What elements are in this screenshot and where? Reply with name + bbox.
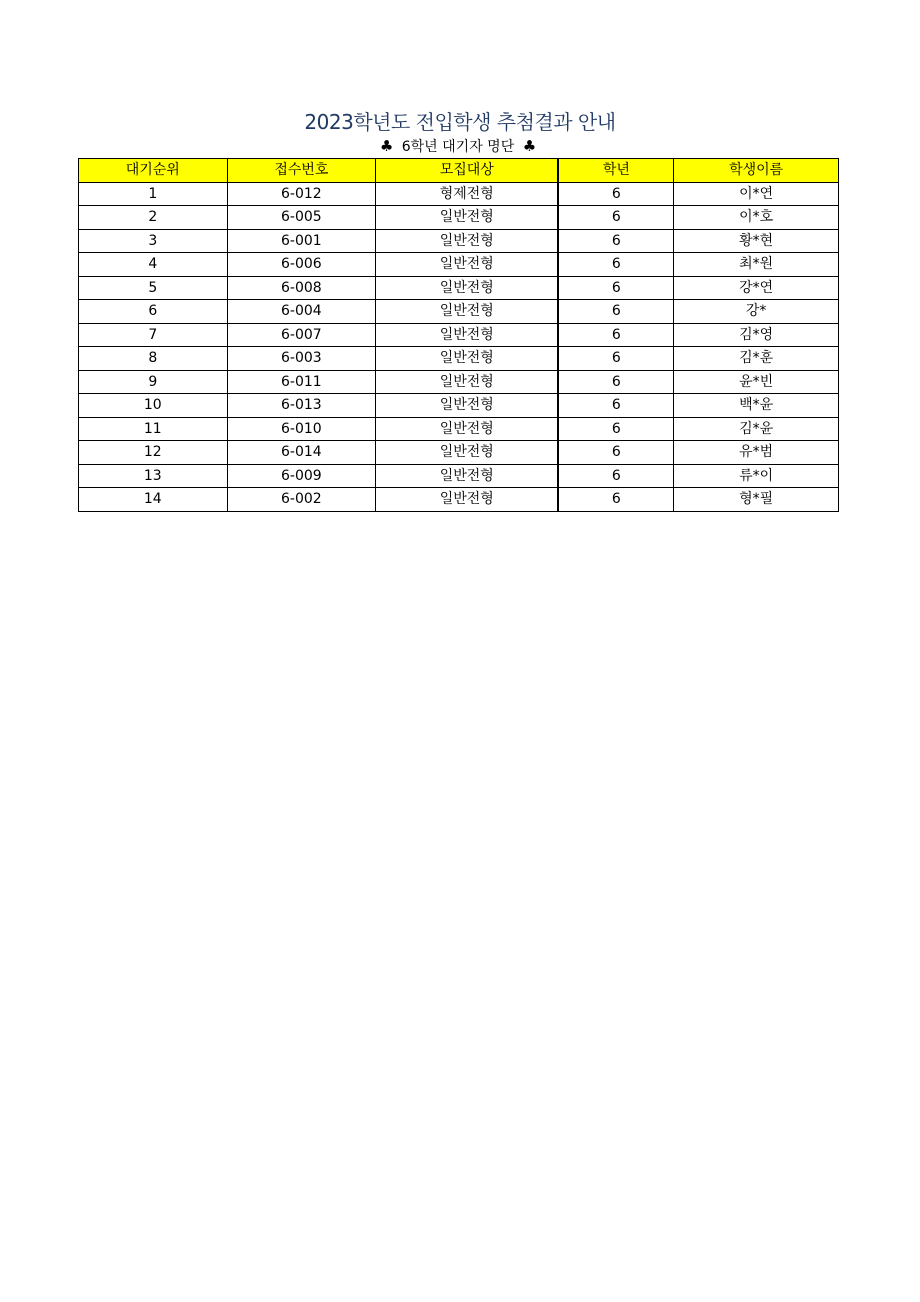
table-row — [79, 229, 839, 253]
cell-application-number: 6-006 — [227, 253, 376, 277]
table-row — [79, 253, 839, 277]
cell-waitlist-rank: 14 — [79, 488, 228, 512]
cell-waitlist-rank: 8 — [79, 347, 228, 371]
club-icon: ♣ — [522, 137, 537, 155]
cell-waitlist-rank: 5 — [79, 276, 228, 300]
cell-recruitment-type: 일반전형 — [376, 417, 559, 441]
cell-application-number: 6-004 — [227, 300, 376, 324]
waitlist-table — [78, 158, 839, 512]
cell-student-name: 김*훈 — [674, 347, 839, 371]
cell-grade: 6 — [558, 323, 673, 347]
cell-recruitment-type: 일반전형 — [376, 488, 559, 512]
cell-grade: 6 — [558, 347, 673, 371]
document-subtitle — [0, 136, 916, 157]
cell-waitlist-rank: 3 — [79, 229, 228, 253]
cell-application-number: 6-013 — [227, 394, 376, 418]
cell-grade: 6 — [558, 253, 673, 277]
cell-application-number: 6-009 — [227, 464, 376, 488]
table-row — [79, 347, 839, 371]
table-row — [79, 206, 839, 230]
cell-recruitment-type: 일반전형 — [376, 229, 559, 253]
cell-student-name: 이*연 — [674, 182, 839, 206]
cell-application-number: 6-011 — [227, 370, 376, 394]
table-row — [79, 394, 839, 418]
table-row — [79, 300, 839, 324]
header-waitlist-rank: 대기순위 — [79, 159, 228, 183]
cell-recruitment-type: 일반전형 — [376, 276, 559, 300]
cell-waitlist-rank: 11 — [79, 417, 228, 441]
table-row — [79, 276, 839, 300]
cell-student-name: 형*필 — [674, 488, 839, 512]
cell-application-number: 6-014 — [227, 441, 376, 465]
cell-student-name: 김*윤 — [674, 417, 839, 441]
cell-recruitment-type: 일반전형 — [376, 464, 559, 488]
table-row — [79, 370, 839, 394]
table-row — [79, 464, 839, 488]
cell-grade: 6 — [558, 370, 673, 394]
cell-waitlist-rank: 6 — [79, 300, 228, 324]
cell-student-name: 황*현 — [674, 229, 839, 253]
cell-waitlist-rank: 7 — [79, 323, 228, 347]
cell-grade: 6 — [558, 464, 673, 488]
cell-recruitment-type: 일반전형 — [376, 441, 559, 465]
cell-recruitment-type: 일반전형 — [376, 347, 559, 371]
cell-recruitment-type: 일반전형 — [376, 300, 559, 324]
table-row — [79, 182, 839, 206]
cell-application-number: 6-012 — [227, 182, 376, 206]
cell-student-name: 류*이 — [674, 464, 839, 488]
cell-grade: 6 — [558, 206, 673, 230]
cell-waitlist-rank: 9 — [79, 370, 228, 394]
document-title: 2023학년도 전입학생 추첨결과 안내 — [304, 110, 616, 134]
table-row — [79, 323, 839, 347]
cell-waitlist-rank: 1 — [79, 182, 228, 206]
cell-application-number: 6-001 — [227, 229, 376, 253]
cell-recruitment-type: 일반전형 — [376, 370, 559, 394]
cell-student-name: 최*원 — [674, 253, 839, 277]
cell-grade: 6 — [558, 417, 673, 441]
cell-waitlist-rank: 13 — [79, 464, 228, 488]
table-row — [79, 417, 839, 441]
cell-application-number: 6-010 — [227, 417, 376, 441]
cell-application-number: 6-008 — [227, 276, 376, 300]
club-icon: ♣ — [379, 137, 394, 155]
cell-grade: 6 — [558, 441, 673, 465]
header-student-name: 학생이름 — [674, 159, 839, 183]
cell-student-name: 강* — [674, 300, 839, 324]
cell-waitlist-rank: 2 — [79, 206, 228, 230]
cell-recruitment-type: 형제전형 — [376, 182, 559, 206]
table-header-row — [79, 159, 839, 183]
header-grade: 학년 — [558, 159, 673, 183]
header-application-number: 접수번호 — [227, 159, 376, 183]
cell-waitlist-rank: 12 — [79, 441, 228, 465]
cell-student-name: 강*연 — [674, 276, 839, 300]
cell-waitlist-rank: 4 — [79, 253, 228, 277]
cell-grade: 6 — [558, 488, 673, 512]
cell-grade: 6 — [558, 182, 673, 206]
header-recruitment-type: 모집대상 — [376, 159, 559, 183]
cell-grade: 6 — [558, 394, 673, 418]
cell-student-name: 유*범 — [674, 441, 839, 465]
cell-waitlist-rank: 10 — [79, 394, 228, 418]
cell-grade: 6 — [558, 300, 673, 324]
cell-recruitment-type: 일반전형 — [376, 206, 559, 230]
table-row — [79, 488, 839, 512]
cell-recruitment-type: 일반전형 — [376, 253, 559, 277]
cell-student-name: 백*윤 — [674, 394, 839, 418]
cell-application-number: 6-007 — [227, 323, 376, 347]
subtitle-text: 6학년 대기자 명단 — [401, 139, 515, 155]
cell-grade: 6 — [558, 276, 673, 300]
cell-application-number: 6-005 — [227, 206, 376, 230]
cell-recruitment-type: 일반전형 — [376, 394, 559, 418]
cell-recruitment-type: 일반전형 — [376, 323, 559, 347]
table-row — [79, 441, 839, 465]
cell-application-number: 6-002 — [227, 488, 376, 512]
cell-grade: 6 — [558, 229, 673, 253]
cell-student-name: 윤*빈 — [674, 370, 839, 394]
cell-student-name: 김*영 — [674, 323, 839, 347]
cell-student-name: 이*호 — [674, 206, 839, 230]
cell-application-number: 6-003 — [227, 347, 376, 371]
